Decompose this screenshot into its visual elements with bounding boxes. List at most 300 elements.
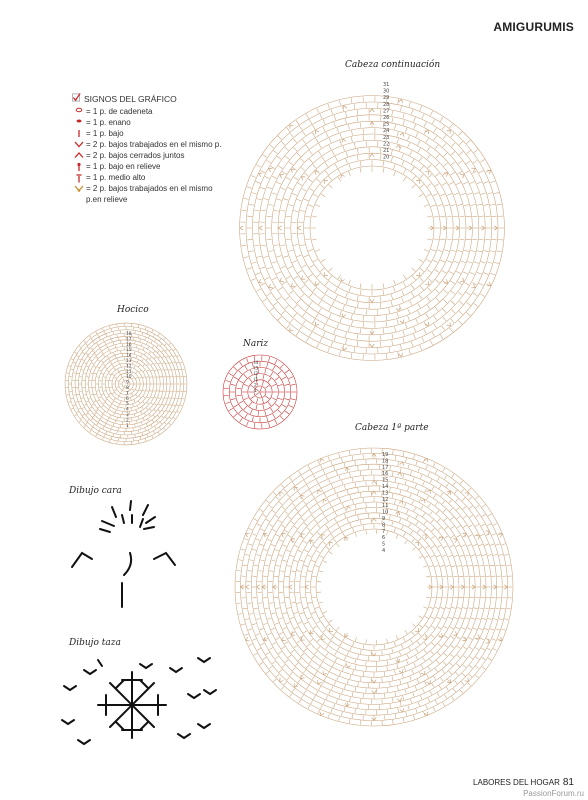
stitch-mark [104,377,106,378]
stitch-mark [102,328,103,330]
stitch-mark [339,498,341,502]
increase-mark [315,171,319,175]
stitch-mark [143,377,145,378]
stitch-mark [323,611,327,613]
stitch-mark [309,490,311,494]
stitch-mark [431,536,434,539]
stitch-mark [139,390,141,391]
stitch-mark [249,528,253,530]
stitch-mark [115,356,116,358]
stitch-mark [454,490,457,493]
stitch-mark [113,342,114,344]
stitch-mark [295,508,298,511]
stitch-mark [283,256,288,258]
stitch-mark [395,456,396,460]
stitch-mark [390,488,391,492]
stitch-mark [111,329,112,331]
stitch-mark [414,117,416,122]
stitch-mark [320,184,324,187]
stitch-mark [496,629,500,630]
stitch-mark [312,656,315,659]
stitch-mark [240,418,243,422]
stitch-mark [465,283,469,286]
increase-mark [280,493,284,497]
stitch-mark [265,608,269,609]
stitch-mark [263,404,264,409]
stitch-mark [101,373,103,374]
stitch-mark [106,421,107,423]
stitch-mark [360,168,361,173]
stitch-mark [310,532,313,535]
stitch-mark [328,176,331,180]
stitch-mark [418,148,421,152]
increase-mark [427,490,431,494]
stitch-mark [278,287,282,290]
stitch-mark [400,702,401,706]
stitch-mark [93,424,94,426]
stitch-mark [453,239,458,240]
stitch-mark [435,607,439,608]
stitch-mark [412,670,414,674]
stitch-mark [285,576,289,577]
stitch-mark [433,463,435,467]
stitch-mark [304,255,309,257]
stitch-mark [433,260,438,262]
stitch-mark [325,646,328,649]
stitch-mark [274,245,279,246]
stitch-mark [254,210,259,211]
stitch-mark [426,314,429,318]
round-label: 30 [383,88,390,95]
stitch-mark [501,544,505,545]
stitch-mark [165,423,167,425]
increase-mark [370,299,374,302]
stitch-mark [102,414,103,416]
stitch-mark [477,555,481,556]
stitch-mark [492,639,496,641]
round-ring [300,513,448,661]
stitch-mark [411,109,413,114]
stitch-mark [434,239,439,240]
stitch-mark [470,181,475,183]
stitch-mark [389,515,390,519]
stitch-mark [447,239,452,240]
stitch-mark [143,370,145,371]
stitch-mark [434,324,437,328]
stitch-mark [93,415,95,417]
stitch-mark [267,363,268,368]
stitch-mark [267,618,271,619]
stitch-mark [323,513,325,517]
stitch-mark [285,305,289,309]
stitch-mark [275,420,277,424]
legend-item [72,117,222,128]
stitch-mark [112,401,113,403]
stitch-mark [430,111,432,116]
stitch-mark [313,696,315,700]
stitch-mark [468,608,472,609]
stitch-mark [456,182,461,184]
stitch-mark [451,291,455,294]
stitch-mark [279,555,283,556]
increase-mark [372,518,376,521]
stitch-mark [299,126,302,130]
stitch-mark [323,470,325,474]
stitch-mark [280,571,284,572]
stitch-mark [313,259,317,262]
increase-mark [399,669,403,673]
stitch-mark [451,309,455,313]
stitch-mark [119,394,120,396]
stitch-mark [397,664,398,668]
stitch-mark [347,652,349,656]
increase-mark [329,542,333,546]
stitch-mark [493,523,497,525]
stitch-mark [396,635,398,639]
increase-mark [372,680,376,683]
stitch-mark [451,250,456,251]
stitch-mark [175,369,177,370]
stitch-mark [420,268,424,271]
stitch-mark [352,478,353,482]
stitch-mark [143,390,145,391]
stitch-mark [84,426,86,428]
stitch-mark [394,642,395,646]
stitch-mark [256,404,257,409]
stitch-mark [179,369,181,370]
stitch-mark [422,337,424,342]
stitch-mark [438,644,441,647]
stitch-mark [450,545,454,547]
stitch-mark [316,170,320,174]
stitch-mark [411,342,413,347]
stitch-mark [444,626,448,628]
stitch-mark [179,398,181,399]
stitch-mark [101,394,103,395]
stitch-mark [351,321,352,326]
stitch-mark [450,281,454,284]
stitch-mark [328,276,331,280]
stitch-mark [302,139,305,143]
stitch-mark [354,104,355,109]
stitch-mark [293,305,297,309]
stitch-mark [328,529,331,532]
legend [72,93,222,205]
stitch-mark [91,418,93,420]
stitch-mark [402,161,404,166]
stitch-mark [144,413,145,415]
stitch-mark [148,336,149,338]
stitch-mark [406,458,407,462]
stitch-mark [452,474,454,477]
increase-mark [246,585,249,589]
stitch-mark [334,489,336,493]
stitch-mark [457,607,461,608]
legend-item-text: = 1 p. enano [86,118,131,127]
stitch-mark [456,499,459,502]
stitch-mark [477,204,482,205]
stitch-mark [471,204,476,205]
increase-mark [453,631,457,635]
stitch-mark [275,656,278,659]
stitch-mark [349,719,350,723]
stitch-mark [325,525,328,528]
stitch-mark [256,165,261,167]
stitch-mark [323,542,326,545]
stitch-mark [159,427,160,429]
stitch-mark [117,359,118,361]
stitch-mark [350,495,351,499]
stitch-mark [363,525,364,529]
increase-mark [341,277,345,281]
stitch-mark [284,399,289,400]
increase-mark [465,678,469,682]
stitch-mark [319,686,321,690]
stitch-mark [456,271,461,273]
stitch-mark [457,204,462,205]
stitch-mark [392,698,393,702]
stitch-mark [278,166,282,169]
stitch-mark [114,353,115,355]
stitch-mark [285,411,289,414]
stitch-mark [120,401,121,403]
stitch-mark [148,430,149,432]
stitch-mark [430,691,432,695]
stitch-mark [282,665,285,668]
stitch-mark [331,342,333,347]
legend-item-text: = 2 p. bajos trabajados en el mismo p.en relieve [86,184,213,204]
stitch-mark [403,638,405,642]
stitch-mark [252,416,253,421]
stitch-mark [258,603,262,604]
stitch-mark [144,353,145,355]
check-icon [72,93,81,105]
stitch-mark [96,332,97,334]
stitch-mark [281,647,285,649]
round-label: 15 [126,348,132,354]
stitch-mark [263,154,267,157]
stitch-mark [443,143,446,147]
stitch-mark [397,132,398,137]
stitch-mark [493,554,497,555]
stitch-mark [280,603,284,604]
stitch-mark [428,288,432,292]
stitch-mark [497,204,502,205]
stitch-mark [357,116,358,121]
stitch-mark [266,216,271,217]
stitch-mark [71,359,73,360]
stitch-mark [352,692,353,696]
stitch-mark [432,119,435,123]
stitch-mark [239,371,243,375]
stitch-mark [444,250,449,251]
stitch-mark [336,627,339,630]
stitch-mark [140,426,141,428]
stitch-mark [177,411,179,412]
stitch-mark [300,245,305,246]
stitch-mark [303,320,306,324]
stitch-mark [236,395,241,396]
stitch-mark [351,137,352,142]
stitch-mark [339,453,340,457]
stitch-mark [298,183,302,186]
increase-mark [315,322,319,326]
stitch-mark [387,666,388,670]
stitch-mark [151,370,153,371]
increase-mark [240,226,243,230]
stitch-mark [108,418,109,420]
stitch-mark [294,612,298,613]
stitch-mark [155,340,156,342]
stitch-mark [323,120,325,125]
stitch-mark [311,470,313,474]
stitch-mark [250,370,252,375]
stitch-mark [173,405,175,406]
stitch-mark [480,534,484,536]
increase-mark [246,533,250,537]
stitch-mark [474,565,478,566]
stitch-mark [325,171,328,175]
stitch-mark [314,520,317,523]
stitch-mark [136,410,137,412]
stitch-mark [419,498,421,502]
stitch-mark [345,119,346,124]
stitch-mark [326,475,328,479]
stitch-mark [431,651,434,654]
chart-cabeza-continuacion [232,68,512,372]
stitch-mark [169,417,171,418]
stitch-mark [265,385,269,388]
round-label: 25 [383,121,390,128]
stitch-mark [96,434,97,436]
stitch-mark [132,372,133,374]
stitch-mark [318,667,320,671]
stitch-mark [254,565,258,566]
stitch-mark [325,281,328,285]
stitch-mark [98,360,100,362]
stitch-mark [469,506,472,509]
stitch-mark [435,145,438,149]
stitch-mark [440,194,445,196]
stitch-mark [394,124,395,129]
stitch-mark [412,624,415,627]
increase-mark [294,487,298,491]
stitch-mark [105,342,106,344]
stitch-mark [91,427,92,429]
stitch-mark [260,643,264,645]
stitch-mark [276,534,280,536]
stitch-mark [460,239,465,240]
stitch-mark [109,326,110,328]
stitch-mark [180,362,182,363]
stitch-mark [468,565,472,566]
stitch-mark [281,311,285,315]
stitch-mark [239,381,243,383]
stitch-mark [97,367,99,368]
snowflake-branch [140,680,148,688]
stitch-mark [265,410,266,415]
stitch-mark [293,210,298,211]
stitch-mark [434,128,437,132]
snow-mark [140,664,152,668]
stitch-mark [293,313,296,317]
stitch-mark [358,466,359,470]
stitch-mark [224,388,229,389]
stitch-mark [153,415,155,417]
stitch-mark [279,540,283,542]
stitch-mark [330,503,332,507]
legend-item [72,106,222,117]
stitch-mark [237,571,241,572]
stitch-mark [269,524,273,526]
stitch-mark [113,423,114,425]
stitch-mark [86,413,88,414]
stitch-mark [335,295,337,300]
stitch-mark [341,458,342,462]
increase-mark [305,585,308,589]
increase-mark [415,628,419,632]
stitch-mark [252,549,256,550]
stitch-mark [454,261,459,263]
stitch-mark [152,420,153,422]
stitch-mark [173,356,175,357]
stitch-mark [327,672,329,676]
stitch-mark [477,618,481,619]
round-label: 19 [382,452,389,458]
stitch-mark [452,696,454,699]
stitch-mark [285,660,288,663]
stitch-mark [71,408,73,409]
stitch-mark [389,655,390,659]
stitch-mark [280,364,283,368]
stitch-mark [250,409,252,414]
stitch-mark [329,145,331,150]
stitch-mark [380,154,381,159]
stitch-mark [355,461,356,465]
stitch-mark [474,303,478,306]
stitch-mark [106,432,107,434]
round-label: 31 [383,82,390,88]
stitch-mark [357,149,358,154]
stitch-mark [437,545,441,547]
stitch-mark [281,188,286,190]
stitch-mark [123,388,124,390]
stitch-mark [260,392,262,397]
stitch-mark [309,188,313,191]
stitch-mark [263,623,267,624]
stitch-mark [313,164,317,168]
stitch-mark [316,282,320,286]
stitch-mark [301,285,305,288]
stitch-mark [342,503,344,507]
stitch-mark [419,556,423,558]
round-label: 13 [382,490,389,497]
stitch-mark [490,565,494,566]
stitch-mark [431,617,435,619]
stitch-mark [461,193,466,195]
stitch-mark [84,341,86,343]
stitch-mark [366,530,367,534]
stitch-mark [327,498,329,502]
stitch-mark [268,422,269,427]
stitch-mark [285,297,289,300]
stitch-mark [146,391,148,392]
stitch-mark [81,417,83,418]
stitch-mark [383,328,384,333]
stitch-mark [398,708,399,712]
stitch-mark [443,702,445,706]
stitch-mark [104,331,105,333]
